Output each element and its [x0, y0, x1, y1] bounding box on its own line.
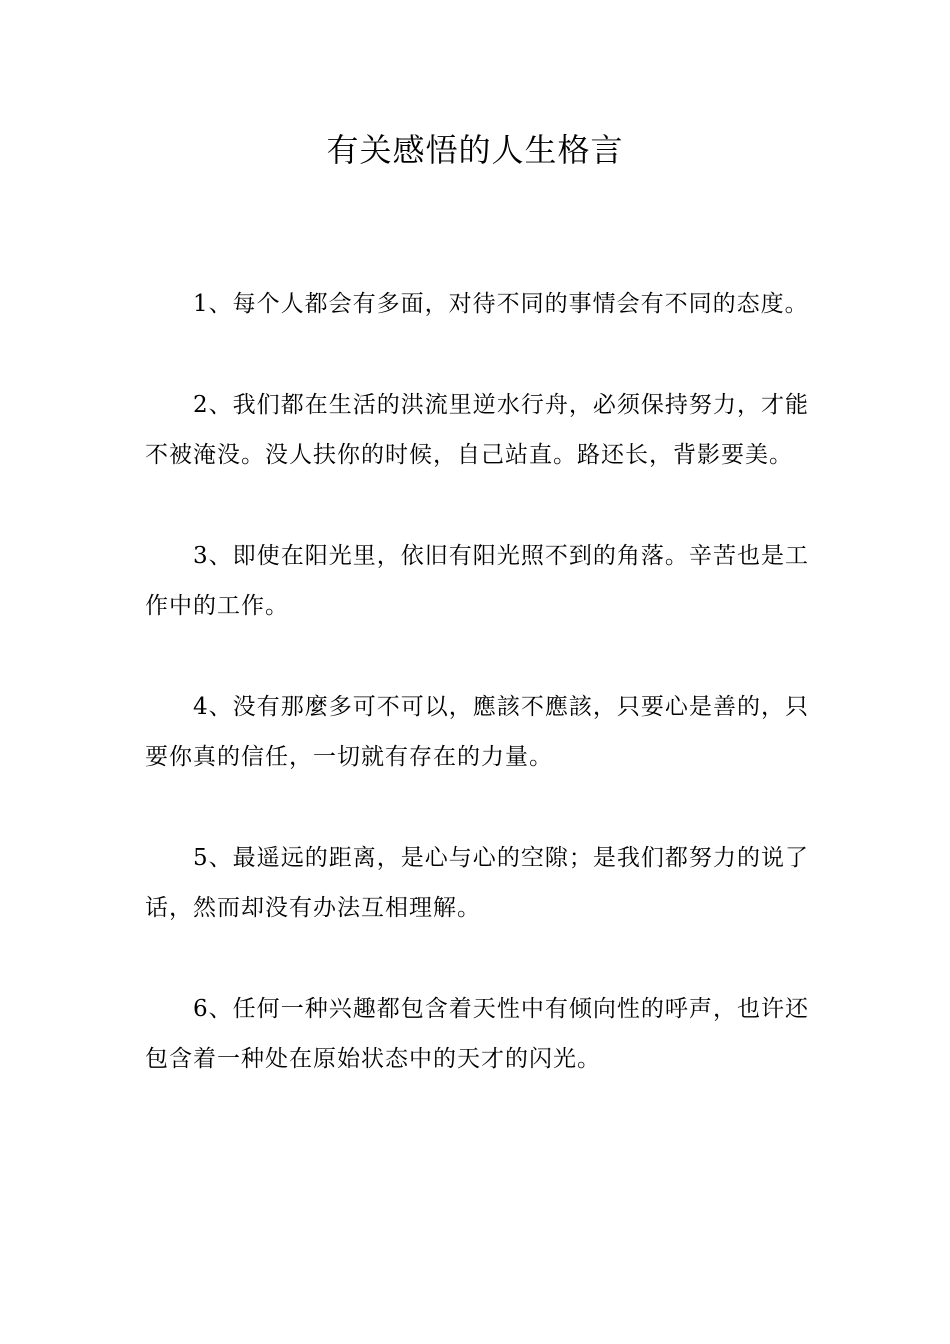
document-title: 有关感悟的人生格言: [326, 131, 624, 169]
paragraph-4: 4、没有那麼多可不可以，應該不應該，只要心是善的，只要你真的信任，一切就有存在的力量。: [145, 694, 809, 770]
paragraph-6: 6、任何一种兴趣都包含着天性中有倾向性的呼声，也许还包含着一种处在原始状态中的天才的闪光。: [145, 996, 809, 1072]
paragraph-1: 1、每个人都会有多面，对待不同的事情会有不同的态度。: [193, 291, 809, 317]
paragraph-5: 5、最遥远的距离，是心与心的空隙；是我们都努力的说了话，然而却没有办法互相理解。: [145, 845, 809, 921]
paragraph-3: 3、即使在阳光里，依旧有阳光照不到的角落。辛苦也是工作中的工作。: [145, 543, 809, 619]
document-body: [145, 279, 809, 1135]
paragraph-2: 2、我们都在生活的洪流里逆水行舟，必须保持努力，才能不被淹没。没人扶你的时候，自己站直。路还长，背影要美。: [145, 392, 809, 468]
